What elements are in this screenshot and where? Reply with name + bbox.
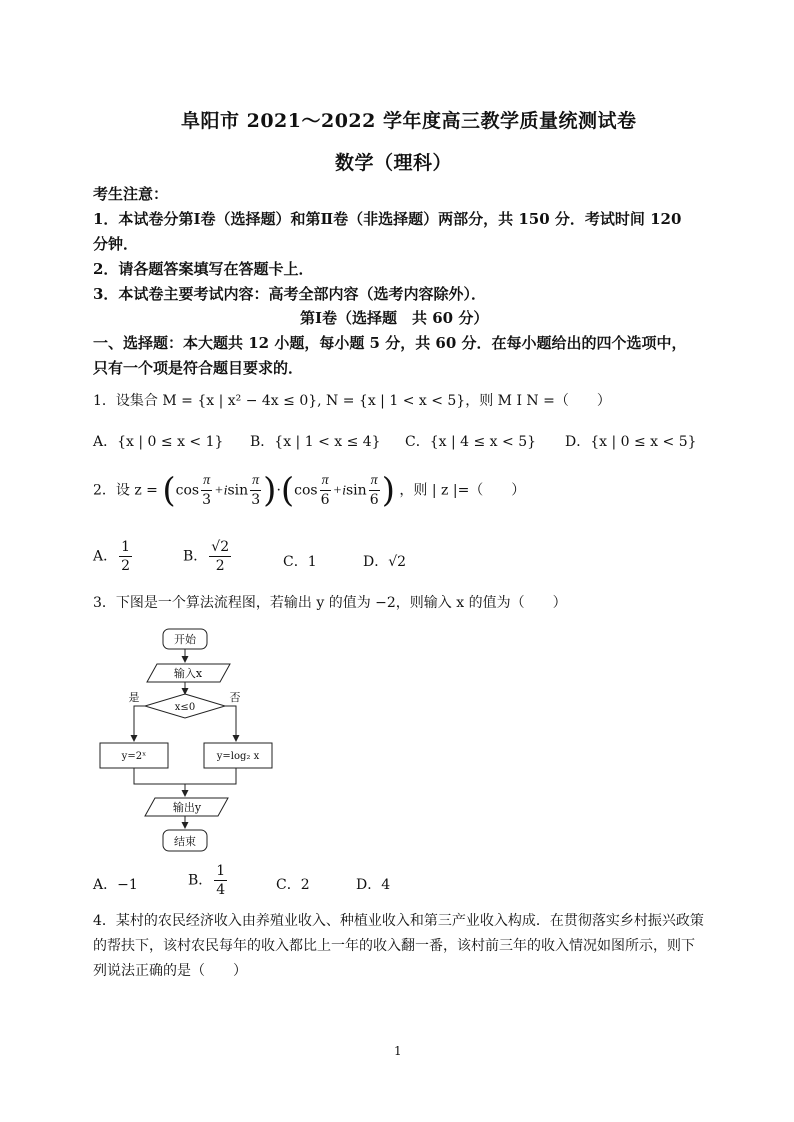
flow-yes: 是 — [128, 691, 140, 704]
q4-stem-line-1: 4．某村的农民经济收入由养殖业收入、种植业收入和第三产业收入构成．在贯彻落实乡村振兴政策 — [93, 913, 704, 929]
q3-option-d: D．4 — [356, 877, 391, 893]
q3-stem: 3．下图是一个算法流程图，若输出 y 的值为 −2，则输入 x 的值为（ ） — [93, 595, 567, 611]
section-title: 第Ⅰ卷（选择题 共 60 分） — [300, 309, 489, 327]
q2-option-a — [93, 538, 134, 575]
q2-option-a-label: A． — [93, 548, 118, 565]
flow-start: 开始 — [174, 633, 196, 646]
q2-option-b-label: B． — [183, 548, 208, 565]
q3-flowchart — [95, 622, 295, 862]
page-number: 1 — [394, 1044, 402, 1058]
notice-item-3: 3．本试卷主要考试内容：高考全部内容（选考内容除外）． — [93, 285, 486, 303]
q2-stem-suffix: ，则 | z |=（ ） — [399, 482, 526, 499]
q1-option-d: D．{x | 0 ≤ x < 5} — [565, 434, 697, 450]
q2-option-b-num: √2 — [211, 539, 230, 555]
q3-option-b-label: B． — [188, 872, 213, 889]
q3-option-b — [188, 862, 229, 899]
flow-left-box: y=2ˣ — [121, 751, 147, 762]
q2-paren-open: ( — [162, 470, 176, 511]
notice-heading: 考生注意： — [93, 185, 169, 203]
flow-output: 输出y — [172, 801, 202, 814]
q1-stem: 1．设集合 M = {x | x² − 4x ≤ 0}, N = {x | 1 < x < 5}，则 M I N =（ ） — [93, 393, 611, 409]
q2-option-c: C．1 — [283, 554, 317, 570]
q4-stem-line-3: 列说法正确的是（ ） — [93, 963, 247, 979]
q2-option-b — [183, 538, 233, 575]
section-instructions: 一、选择题：本大题共 12 小题，每小题 5 分，共 60 分．在每小题给出的四个选项中， — [93, 334, 687, 352]
q2-option-b-den: 2 — [215, 558, 225, 574]
q2-option-a-den: 2 — [121, 558, 131, 574]
q2-stem-prefix: 2．设 z = — [93, 482, 158, 499]
q2-paren-close: ) — [381, 470, 395, 511]
notice-item-1: 1．本试卷分第Ⅰ卷（选择题）和第Ⅱ卷（非选择题）两部分，共 150 分．考试时间 120 — [93, 210, 682, 228]
q3-option-b-den: 4 — [216, 882, 226, 898]
section-instructions-cont: 只有一个项是符合题目要求的． — [93, 359, 304, 377]
q4-stem-line-2: 的帮扶下，该村农民每年的收入都比上一年的收入翻一番，该村前三年的收入情况如图所示，则下 — [93, 938, 695, 954]
q3-option-a: A．−1 — [93, 877, 138, 893]
q1-option-b: B．{x | 1 < x ≤ 4} — [250, 434, 381, 450]
exam-subtitle: 数学（理科） — [335, 152, 453, 174]
exam-title: 阜阳市 2021～2022 学年度高三教学质量统测试卷 — [181, 110, 637, 132]
q1-option-a: A．{x | 0 ≤ x < 1} — [93, 434, 224, 450]
q1-option-c: C．{x | 4 ≤ x < 5} — [405, 434, 537, 450]
flow-end: 结束 — [174, 835, 196, 848]
notice-item-2: 2．请各题答案填写在答题卡上． — [93, 260, 314, 278]
q3-option-c: C．2 — [276, 877, 310, 893]
q2-option-a-num: 1 — [121, 539, 131, 555]
q2-stem: 2．设 z = (cos $\frac{\pi}{3}$ +isin $\frac{\pi}{3}$ )·(cos $\frac{\pi}{6}$ +isin $\frac{\pi}{6}$ ) ，则 | z |=（ ） — [93, 470, 526, 511]
q2-option-d: D．√2 — [363, 554, 407, 570]
flow-no: 否 — [229, 691, 241, 704]
q3-option-b-num: 1 — [216, 863, 226, 879]
notice-item-1-cont: 分钟． — [93, 235, 139, 253]
flow-condition: x≤0 — [174, 702, 196, 713]
flow-input: 输入x — [173, 667, 203, 680]
flow-right-box: y=log₂ x — [216, 751, 260, 762]
